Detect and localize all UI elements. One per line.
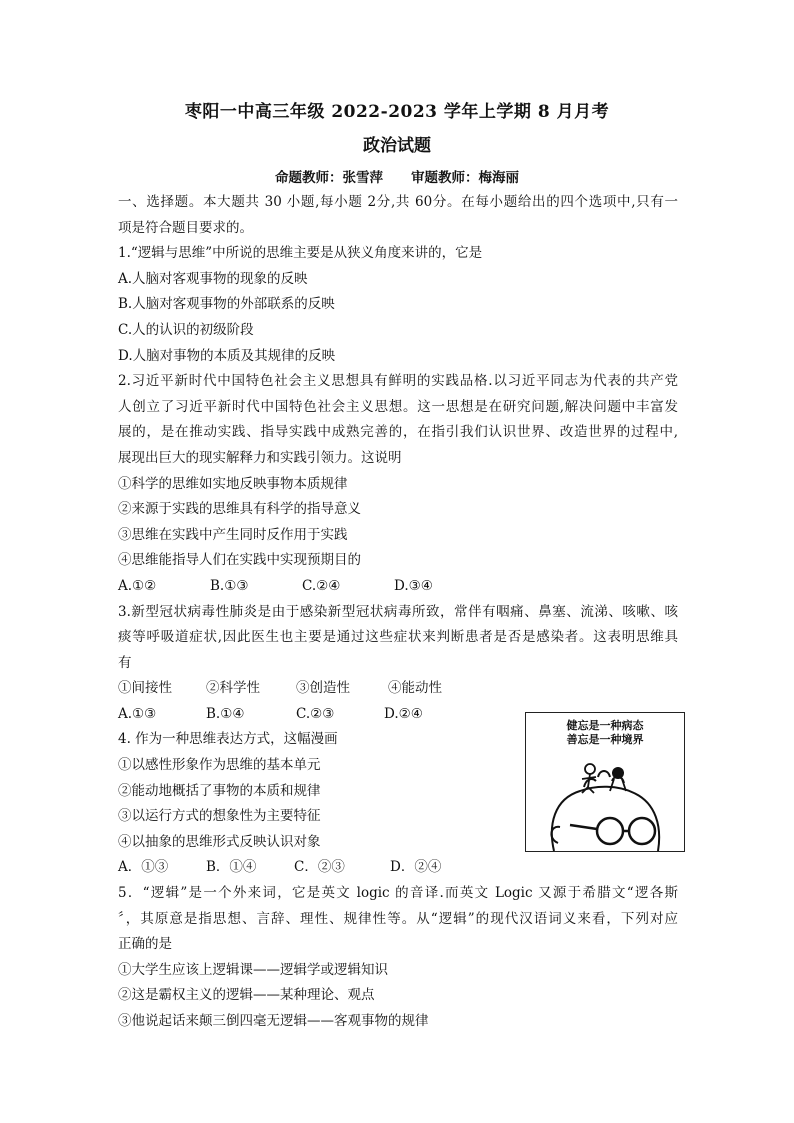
q2-option-c: C.②④: [302, 577, 341, 594]
q3-statement: ②科学性: [206, 680, 260, 697]
author-name: 命题教师：张雪萍: [275, 170, 383, 186]
q5-statement: ②这是霸权主义的逻辑——某种理论、观点: [118, 987, 375, 1004]
cartoon-figure: [525, 712, 685, 852]
exam-authors: [0, 166, 794, 186]
q3-stem-line: 有: [118, 654, 132, 671]
exam-content: [118, 190, 678, 1035]
q3-option-d: D.②④: [384, 705, 423, 722]
q1-option-b: B.人脑对客观事物的外部联系的反映: [118, 296, 335, 313]
q3-statements: [118, 676, 678, 702]
q2-stem-line: 展的，是在推动实践、指导实践中成熟完善的，在指引我们认识世界、改造世界的过程中,: [118, 424, 678, 441]
q4-options: [118, 855, 678, 881]
cartoon-drawing: [526, 747, 683, 851]
q2-option-d: D.③④: [394, 577, 433, 594]
q2-option-b: B.①③: [210, 577, 249, 594]
q2-stem-line: 展现出巨大的现实解释力和实践引领力。这说明: [118, 449, 402, 466]
q1-stem: 1.“逻辑与思维”中所说的思维主要是从狭义角度来讲的，它是: [118, 245, 483, 262]
cartoon-caption-line1: 健忘是一种病态: [566, 719, 644, 732]
q4-option-b: B．①④: [206, 859, 257, 876]
q4-statement: ③以运行方式的想象性为主要特征: [118, 808, 321, 825]
reviewer-name: 审题教师：梅海丽: [411, 170, 519, 186]
q2-stem-line: 人创立了习近平新时代中国特色社会主义思想。这一思想是在研究问题,解决问题中丰富发: [118, 398, 678, 415]
q3-statement: ①间接性: [118, 680, 172, 697]
q3-statement: ③创造性: [296, 680, 350, 697]
q4-stem: 4. 作为一种思维表达方式，这幅漫画: [118, 731, 338, 748]
q1-option-d: D.人脑对事物的本质及其规律的反映: [118, 347, 336, 364]
q5-statement: ①大学生应该上逻辑课——逻辑学或逻辑知识: [118, 961, 388, 978]
q4-option-a: A．①③: [118, 859, 169, 876]
q4-option-d: D．②④: [390, 859, 442, 876]
q1-option-c: C.人的认识的初级阶段: [118, 321, 254, 338]
q2-statement: ④思维能指导人们在实践中实现预期目的: [118, 552, 361, 569]
q5-statement: ③他说起话来颠三倒四毫无逻辑——客观事物的规律: [118, 1013, 429, 1029]
q5-stem-line: 5．“逻辑”是一个外来词，它是英文 logic 的音译.而英文 Logic 又源于希腊文“逻各斯: [118, 885, 678, 902]
q3-option-b: B.①④: [206, 705, 245, 722]
section-intro-line: 一、选择题。本大题共 30 小题,每小题 2分,共 60分。在每小题给出的四个选项中,只有一: [118, 194, 678, 210]
q2-stem-line: 2.习近平新时代中国特色社会主义思想具有鲜明的实践品格.以习近平同志为代表的共产党: [118, 373, 678, 390]
q4-statement: ①以感性形象作为思维的基本单元: [118, 757, 321, 774]
q2-statement: ①科学的思维如实地反映事物本质规律: [118, 475, 348, 492]
q3-stem-line: 3.新型冠状病毒性肺炎是由于感染新型冠状病毒所致，常伴有咽痛、鼻塞、流涕、咳嗽、咳: [118, 603, 678, 620]
section-intro-line: 项是符合题目要求的。: [118, 219, 253, 236]
q2-option-a: A.①②: [118, 577, 157, 594]
q5-stem-line: 正确的是: [118, 936, 172, 953]
q2-statement: ③思维在实践中产生同时反作用于实践: [118, 526, 348, 543]
q2-options: [118, 574, 678, 600]
q1-option-a: A.人脑对客观事物的现象的反映: [118, 270, 308, 287]
q2-statement: ②来源于实践的思维具有科学的指导意义: [118, 501, 361, 518]
cartoon-caption-line2: 善忘是一种境界: [566, 733, 644, 746]
q4-statement: ④以抽象的思维形式反映认识对象: [118, 833, 321, 850]
q4-statement: ②能动地概括了事物的本质和规律: [118, 782, 321, 799]
exam-subject: 政治试题: [363, 136, 431, 156]
q3-statement: ④能动性: [388, 680, 442, 697]
q3-option-a: A.①③: [118, 705, 157, 722]
q3-stem-line: 痰等呼吸道症状,因此医生也主要是通过这些症状来判断患者是否是感染者。这表明思维具: [118, 629, 678, 646]
q3-option-c: C.②③: [296, 705, 335, 722]
q5-stem-line: 〞，其原意是指思想、言辞、理性、规律性等。从“逻辑”的现代汉语词义来看，下列对应: [118, 910, 678, 927]
exam-title: 枣阳一中高三年级 2022-2023 学年上学期 8 月月考: [184, 102, 610, 122]
q4-option-c: C．②③: [294, 859, 345, 876]
